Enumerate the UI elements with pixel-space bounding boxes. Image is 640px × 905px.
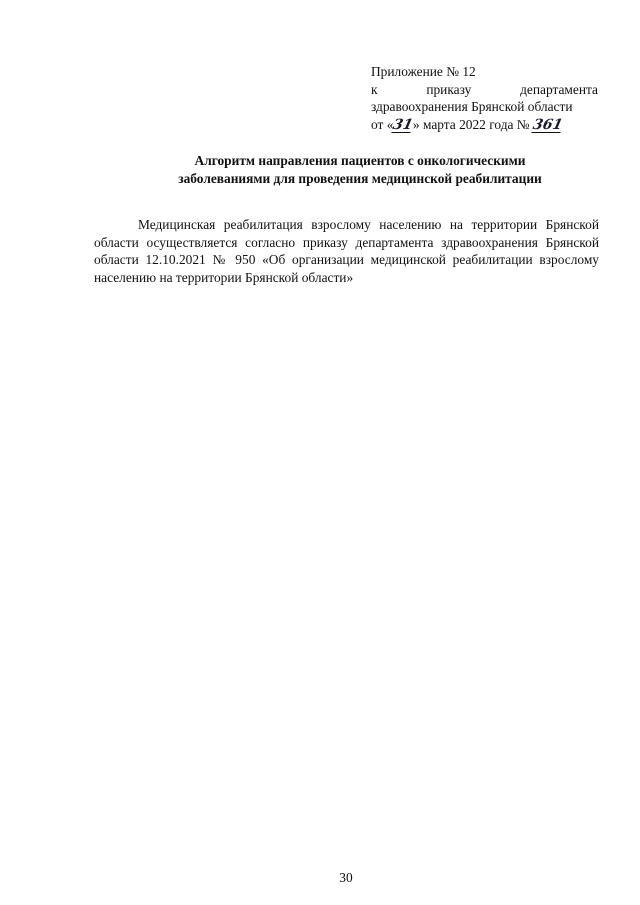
handwritten-order-number: 361 [531, 116, 564, 133]
appendix-department-name: здравоохранения Брянской области [371, 99, 573, 114]
appendix-number: Приложение № 12 [371, 64, 476, 79]
title-line-1: Алгоритм направления пациентов с онкологическими [194, 153, 526, 168]
appendix-word-order: приказу [426, 81, 472, 97]
appendix-order-line [371, 81, 598, 99]
appendix-header [371, 63, 598, 133]
appendix-word-k: к [371, 81, 378, 97]
date-prefix: от « [371, 116, 394, 132]
appendix-word-department: департамента [520, 81, 598, 97]
appendix-date-line [371, 116, 598, 134]
title-line-2: заболеваниями для проведения медицинской реабилитации [178, 171, 542, 186]
page-number: 30 [339, 870, 353, 885]
date-middle: » марта 2022 года № [412, 116, 530, 132]
handwritten-day: 31 [391, 116, 415, 133]
document-title [120, 152, 600, 188]
body-paragraph: Медицинская реабилитация взрослому населению на территории Брянской области осуществляется согласно приказу департамента здравоохранения Брянской области 12.10.2021 № 950 «Об организации медицинской реабилитации взрослому населению на территории Брянской области» [94, 217, 599, 285]
body-section [94, 216, 599, 286]
